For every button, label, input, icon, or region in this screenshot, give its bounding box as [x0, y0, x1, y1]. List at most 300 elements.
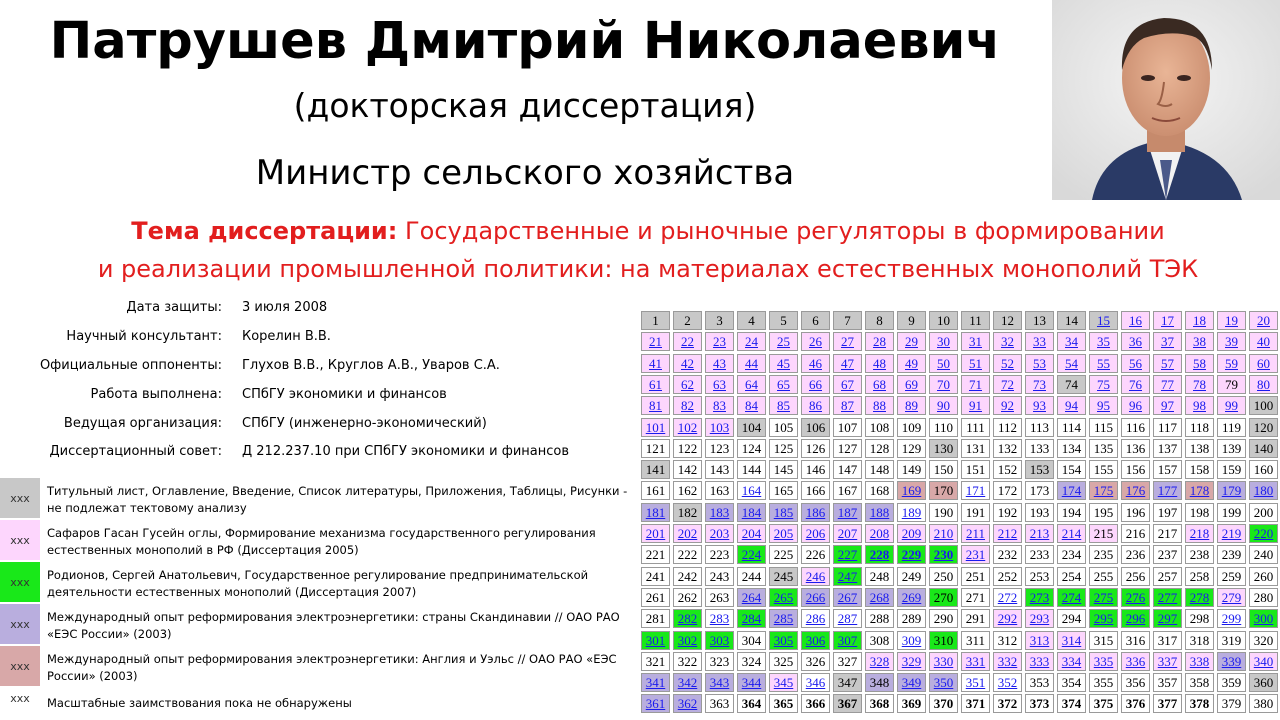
page-cell-76[interactable]	[1121, 375, 1150, 394]
page-number[interactable]: 188	[869, 504, 890, 520]
page-cell-95[interactable]	[1089, 396, 1118, 415]
page-cell-36[interactable]	[1121, 332, 1150, 351]
page-number[interactable]: 208	[869, 526, 890, 541]
page-cell-279[interactable]	[1217, 588, 1246, 607]
page-number[interactable]: 80	[1257, 376, 1270, 392]
page-number[interactable]: 37	[1161, 334, 1174, 350]
page-cell-27[interactable]	[833, 332, 862, 351]
page-cell-29[interactable]	[897, 332, 926, 351]
page-number[interactable]: 307	[837, 632, 858, 648]
page-number[interactable]: 181	[645, 504, 666, 520]
page-cell-33[interactable]	[1025, 332, 1054, 351]
page-number[interactable]: 230	[933, 547, 954, 563]
page-number[interactable]: 39	[1225, 334, 1238, 350]
page-number[interactable]: 93	[1033, 398, 1046, 414]
page-number[interactable]: 51	[969, 355, 982, 371]
page-cell-299[interactable]	[1217, 609, 1246, 628]
page-cell-309[interactable]	[897, 631, 926, 650]
page-number[interactable]: 313	[1029, 632, 1050, 648]
page-cell-179[interactable]	[1217, 481, 1246, 500]
page-number[interactable]: 339	[1221, 653, 1242, 669]
page-cell-45[interactable]	[769, 354, 798, 373]
page-cell-75[interactable]	[1089, 375, 1118, 394]
page-number[interactable]: 98	[1193, 398, 1206, 414]
page-cell-174[interactable]	[1057, 481, 1086, 500]
page-cell-339[interactable]	[1217, 652, 1246, 671]
page-number[interactable]: 346	[805, 675, 826, 691]
page-number[interactable]: 276	[1125, 589, 1146, 605]
page-cell-88[interactable]	[865, 396, 894, 415]
page-cell-70[interactable]	[929, 375, 958, 394]
page-cell-219[interactable]	[1217, 524, 1246, 543]
page-number[interactable]: 205	[773, 526, 794, 541]
page-number[interactable]: 183	[709, 504, 730, 520]
page-cell-343[interactable]	[705, 673, 734, 692]
page-number[interactable]: 63	[713, 376, 726, 392]
page-number[interactable]: 174	[1061, 483, 1082, 499]
page-number[interactable]: 211	[965, 526, 986, 541]
page-number[interactable]: 204	[741, 526, 762, 541]
page-number[interactable]: 209	[901, 526, 922, 541]
page-number[interactable]: 17	[1161, 313, 1174, 328]
page-number[interactable]: 180	[1253, 483, 1274, 499]
page-cell-56[interactable]	[1121, 354, 1150, 373]
page-number[interactable]: 85	[777, 398, 790, 414]
page-cell-336[interactable]	[1121, 652, 1150, 671]
page-number[interactable]: 351	[965, 675, 986, 691]
page-number[interactable]: 338	[1189, 653, 1210, 669]
page-cell-186[interactable]	[801, 503, 830, 522]
page-cell-20[interactable]	[1249, 311, 1278, 330]
page-cell-43[interactable]	[705, 354, 734, 373]
page-number[interactable]: 247	[837, 568, 858, 584]
page-number[interactable]: 72	[1001, 376, 1014, 392]
page-number[interactable]: 19	[1225, 313, 1238, 328]
page-cell-211[interactable]	[961, 524, 990, 543]
page-cell-264[interactable]	[737, 588, 766, 607]
page-number[interactable]: 220	[1253, 526, 1274, 541]
page-cell-78[interactable]	[1185, 375, 1214, 394]
page-number[interactable]: 99	[1225, 398, 1238, 414]
page-cell-181[interactable]	[641, 503, 670, 522]
page-cell-338[interactable]	[1185, 652, 1214, 671]
page-cell-230[interactable]	[929, 545, 958, 564]
page-cell-58[interactable]	[1185, 354, 1214, 373]
page-cell-82[interactable]	[673, 396, 702, 415]
page-number[interactable]: 22	[681, 334, 694, 350]
page-cell-265[interactable]	[769, 588, 798, 607]
page-cell-330[interactable]	[929, 652, 958, 671]
page-number[interactable]: 92	[1001, 398, 1014, 414]
page-number[interactable]: 265	[773, 589, 794, 605]
page-number[interactable]: 38	[1193, 334, 1206, 350]
page-number[interactable]: 332	[997, 653, 1018, 669]
page-cell-48[interactable]	[865, 354, 894, 373]
page-number[interactable]: 53	[1033, 355, 1046, 371]
page-number[interactable]: 266	[805, 589, 826, 605]
page-cell-61[interactable]	[641, 375, 670, 394]
page-cell-68[interactable]	[865, 375, 894, 394]
page-number[interactable]: 61	[649, 376, 662, 392]
page-number[interactable]: 296	[1125, 611, 1146, 627]
page-number[interactable]: 57	[1161, 355, 1174, 371]
page-number[interactable]: 95	[1097, 398, 1110, 414]
page-cell-57[interactable]	[1153, 354, 1182, 373]
page-number[interactable]: 73	[1033, 376, 1046, 392]
page-cell-46[interactable]	[801, 354, 830, 373]
page-cell-60[interactable]	[1249, 354, 1278, 373]
page-number[interactable]: 212	[997, 526, 1018, 541]
page-number[interactable]: 59	[1225, 355, 1238, 371]
page-cell-303[interactable]	[705, 631, 734, 650]
page-cell-329[interactable]	[897, 652, 926, 671]
page-cell-96[interactable]	[1121, 396, 1150, 415]
page-cell-276[interactable]	[1121, 588, 1150, 607]
page-cell-314[interactable]	[1057, 631, 1086, 650]
page-cell-63[interactable]	[705, 375, 734, 394]
page-number[interactable]: 273	[1029, 589, 1050, 605]
page-cell-332[interactable]	[993, 652, 1022, 671]
page-cell-350[interactable]	[929, 673, 958, 692]
page-cell-101[interactable]	[641, 418, 670, 437]
page-number[interactable]: 30	[937, 334, 950, 350]
page-number[interactable]: 341	[645, 675, 666, 691]
page-cell-286[interactable]	[801, 609, 830, 628]
page-number[interactable]: 81	[649, 398, 662, 414]
page-cell-328[interactable]	[865, 652, 894, 671]
page-cell-227[interactable]	[833, 545, 862, 564]
page-number[interactable]: 287	[837, 611, 858, 627]
page-cell-334[interactable]	[1057, 652, 1086, 671]
page-cell-278[interactable]	[1185, 588, 1214, 607]
page-number[interactable]: 229	[901, 547, 922, 563]
page-number[interactable]: 331	[965, 653, 986, 669]
page-number[interactable]: 42	[681, 355, 694, 371]
page-cell-268[interactable]	[865, 588, 894, 607]
page-cell-306[interactable]	[801, 631, 830, 650]
page-cell-203[interactable]	[705, 524, 734, 543]
page-cell-93[interactable]	[1025, 396, 1054, 415]
page-number[interactable]: 90	[937, 398, 950, 414]
page-number[interactable]: 86	[809, 398, 822, 414]
page-number[interactable]: 31	[969, 334, 982, 350]
page-number[interactable]: 361	[645, 696, 666, 712]
page-number[interactable]: 329	[901, 653, 922, 669]
page-cell-335[interactable]	[1089, 652, 1118, 671]
page-number[interactable]: 297	[1157, 611, 1178, 627]
page-cell-208[interactable]	[865, 524, 894, 543]
page-cell-31[interactable]	[961, 332, 990, 351]
page-cell-301[interactable]	[641, 631, 670, 650]
page-cell-272[interactable]	[993, 588, 1022, 607]
page-cell-189[interactable]	[897, 503, 926, 522]
page-cell-85[interactable]	[769, 396, 798, 415]
page-number[interactable]: 46	[809, 355, 822, 371]
page-number[interactable]: 189	[901, 504, 922, 520]
page-number[interactable]: 219	[1221, 526, 1242, 541]
page-cell-313[interactable]	[1025, 631, 1054, 650]
page-cell-89[interactable]	[897, 396, 926, 415]
page-number[interactable]: 20	[1257, 313, 1270, 328]
page-cell-293[interactable]	[1025, 609, 1054, 628]
page-cell-77[interactable]	[1153, 375, 1182, 394]
page-cell-282[interactable]	[673, 609, 702, 628]
page-number[interactable]: 178	[1189, 483, 1210, 499]
page-number[interactable]: 29	[905, 334, 918, 350]
page-number[interactable]: 58	[1193, 355, 1206, 371]
page-number[interactable]: 40	[1257, 334, 1270, 350]
page-number[interactable]: 302	[677, 632, 698, 648]
page-number[interactable]: 24	[745, 334, 758, 350]
page-cell-50[interactable]	[929, 354, 958, 373]
page-number[interactable]: 169	[901, 483, 922, 499]
page-cell-275[interactable]	[1089, 588, 1118, 607]
page-number[interactable]: 164	[741, 483, 762, 499]
page-number[interactable]: 272	[997, 589, 1018, 605]
page-number[interactable]: 52	[1001, 355, 1014, 371]
page-number[interactable]: 207	[837, 526, 858, 541]
page-cell-53[interactable]	[1025, 354, 1054, 373]
page-number[interactable]: 55	[1097, 355, 1110, 371]
page-cell-67[interactable]	[833, 375, 862, 394]
page-number[interactable]: 34	[1065, 334, 1078, 350]
page-cell-283[interactable]	[705, 609, 734, 628]
page-number[interactable]: 175	[1093, 483, 1114, 499]
page-number[interactable]: 45	[777, 355, 790, 371]
page-cell-64[interactable]	[737, 375, 766, 394]
page-cell-185[interactable]	[769, 503, 798, 522]
page-number[interactable]: 71	[969, 376, 982, 392]
page-cell-210[interactable]	[929, 524, 958, 543]
page-cell-231[interactable]	[961, 545, 990, 564]
page-cell-218[interactable]	[1185, 524, 1214, 543]
page-number[interactable]: 336	[1125, 653, 1146, 669]
page-number[interactable]: 50	[937, 355, 950, 371]
page-cell-41[interactable]	[641, 354, 670, 373]
page-cell-25[interactable]	[769, 332, 798, 351]
page-cell-52[interactable]	[993, 354, 1022, 373]
page-number[interactable]: 224	[741, 547, 762, 563]
page-number[interactable]: 343	[709, 675, 730, 691]
page-number[interactable]: 65	[777, 376, 790, 392]
page-cell-21[interactable]	[641, 332, 670, 351]
page-number[interactable]: 314	[1061, 632, 1082, 648]
page-cell-351[interactable]	[961, 673, 990, 692]
page-number[interactable]: 78	[1193, 376, 1206, 392]
page-cell-277[interactable]	[1153, 588, 1182, 607]
page-number[interactable]: 309	[901, 632, 922, 648]
page-number[interactable]: 179	[1221, 483, 1242, 499]
page-number[interactable]: 77	[1161, 376, 1174, 392]
page-number[interactable]: 32	[1001, 334, 1014, 350]
page-cell-16[interactable]	[1121, 311, 1150, 330]
page-number[interactable]: 102	[677, 419, 698, 435]
page-number[interactable]: 350	[933, 675, 954, 691]
page-cell-267[interactable]	[833, 588, 862, 607]
page-number[interactable]: 28	[873, 334, 886, 350]
page-number[interactable]: 187	[837, 504, 858, 520]
page-number[interactable]: 337	[1157, 653, 1178, 669]
page-number[interactable]: 334	[1061, 653, 1082, 669]
page-number[interactable]: 203	[709, 526, 730, 541]
page-cell-295[interactable]	[1089, 609, 1118, 628]
page-number[interactable]: 295	[1093, 611, 1114, 627]
page-number[interactable]: 268	[869, 589, 890, 605]
page-cell-71[interactable]	[961, 375, 990, 394]
page-number[interactable]: 284	[741, 611, 762, 627]
page-number[interactable]: 84	[745, 398, 758, 414]
page-number[interactable]: 60	[1257, 355, 1270, 371]
page-cell-103[interactable]	[705, 418, 734, 437]
page-number[interactable]: 27	[841, 334, 854, 350]
page-number[interactable]: 33	[1033, 334, 1046, 350]
page-cell-23[interactable]	[705, 332, 734, 351]
page-cell-86[interactable]	[801, 396, 830, 415]
page-number[interactable]: 96	[1129, 398, 1142, 414]
page-cell-183[interactable]	[705, 503, 734, 522]
page-number[interactable]: 213	[1029, 526, 1050, 541]
page-cell-37[interactable]	[1153, 332, 1182, 351]
page-number[interactable]: 18	[1193, 313, 1206, 328]
page-cell-102[interactable]	[673, 418, 702, 437]
page-cell-352[interactable]	[993, 673, 1022, 692]
page-cell-361[interactable]	[641, 694, 670, 713]
page-number[interactable]: 89	[905, 398, 918, 414]
page-cell-340[interactable]	[1249, 652, 1278, 671]
page-number[interactable]: 210	[933, 526, 954, 541]
page-cell-178[interactable]	[1185, 481, 1214, 500]
page-cell-175[interactable]	[1089, 481, 1118, 500]
page-number[interactable]: 299	[1221, 611, 1242, 627]
page-cell-65[interactable]	[769, 375, 798, 394]
page-cell-83[interactable]	[705, 396, 734, 415]
page-number[interactable]: 283	[709, 611, 730, 627]
page-cell-345[interactable]	[769, 673, 798, 692]
page-number[interactable]: 267	[837, 589, 858, 605]
page-number[interactable]: 15	[1097, 313, 1110, 328]
page-cell-66[interactable]	[801, 375, 830, 394]
page-cell-62[interactable]	[673, 375, 702, 394]
page-number[interactable]: 87	[841, 398, 854, 414]
page-number[interactable]: 70	[937, 376, 950, 392]
page-number[interactable]: 76	[1129, 376, 1142, 392]
page-cell-19[interactable]	[1217, 311, 1246, 330]
page-number[interactable]: 25	[777, 334, 790, 350]
page-number[interactable]: 206	[805, 526, 826, 541]
page-cell-212[interactable]	[993, 524, 1022, 543]
page-number[interactable]: 269	[901, 589, 922, 605]
page-number[interactable]: 184	[741, 504, 762, 520]
page-cell-207[interactable]	[833, 524, 862, 543]
page-cell-55[interactable]	[1089, 354, 1118, 373]
page-cell-72[interactable]	[993, 375, 1022, 394]
page-cell-44[interactable]	[737, 354, 766, 373]
page-number[interactable]: 97	[1161, 398, 1174, 414]
page-cell-28[interactable]	[865, 332, 894, 351]
page-cell-204[interactable]	[737, 524, 766, 543]
page-cell-38[interactable]	[1185, 332, 1214, 351]
page-cell-344[interactable]	[737, 673, 766, 692]
page-cell-91[interactable]	[961, 396, 990, 415]
page-number[interactable]: 274	[1061, 589, 1082, 605]
page-cell-171[interactable]	[961, 481, 990, 500]
page-cell-35[interactable]	[1089, 332, 1118, 351]
page-cell-224[interactable]	[737, 545, 766, 564]
page-cell-180[interactable]	[1249, 481, 1278, 500]
page-cell-26[interactable]	[801, 332, 830, 351]
page-number[interactable]: 228	[869, 547, 890, 563]
page-number[interactable]: 103	[709, 419, 730, 435]
page-number[interactable]: 342	[677, 675, 698, 691]
page-cell-90[interactable]	[929, 396, 958, 415]
page-cell-213[interactable]	[1025, 524, 1054, 543]
page-number[interactable]: 306	[805, 632, 826, 648]
page-cell-39[interactable]	[1217, 332, 1246, 351]
page-number[interactable]: 82	[681, 398, 694, 414]
page-cell-206[interactable]	[801, 524, 830, 543]
page-cell-341[interactable]	[641, 673, 670, 692]
page-number[interactable]: 41	[649, 355, 662, 371]
page-number[interactable]: 305	[773, 632, 794, 648]
page-cell-18[interactable]	[1185, 311, 1214, 330]
page-cell-247[interactable]	[833, 567, 862, 586]
page-number[interactable]: 352	[997, 675, 1018, 691]
page-number[interactable]: 47	[841, 355, 854, 371]
page-number[interactable]: 286	[805, 611, 826, 627]
page-cell-40[interactable]	[1249, 332, 1278, 351]
page-cell-97[interactable]	[1153, 396, 1182, 415]
page-number[interactable]: 333	[1029, 653, 1050, 669]
page-cell-307[interactable]	[833, 631, 862, 650]
page-cell-362[interactable]	[673, 694, 702, 713]
page-number[interactable]: 303	[709, 632, 730, 648]
page-cell-94[interactable]	[1057, 396, 1086, 415]
page-number[interactable]: 335	[1093, 653, 1114, 669]
page-cell-187[interactable]	[833, 503, 862, 522]
page-number[interactable]: 279	[1221, 589, 1242, 605]
page-number[interactable]: 285	[773, 611, 794, 627]
page-cell-15[interactable]	[1089, 311, 1118, 330]
page-number[interactable]: 301	[645, 632, 666, 648]
page-cell-87[interactable]	[833, 396, 862, 415]
page-cell-287[interactable]	[833, 609, 862, 628]
page-number[interactable]: 49	[905, 355, 918, 371]
page-cell-201[interactable]	[641, 524, 670, 543]
page-cell-59[interactable]	[1217, 354, 1246, 373]
page-number[interactable]: 218	[1189, 526, 1210, 541]
page-number[interactable]: 300	[1253, 611, 1274, 627]
page-cell-209[interactable]	[897, 524, 926, 543]
page-number[interactable]: 21	[649, 334, 662, 350]
page-number[interactable]: 362	[677, 696, 698, 712]
page-number[interactable]: 201	[645, 526, 666, 541]
page-cell-285[interactable]	[769, 609, 798, 628]
page-number[interactable]: 277	[1157, 589, 1178, 605]
page-number[interactable]: 69	[905, 376, 918, 392]
page-number[interactable]: 275	[1093, 589, 1114, 605]
page-cell-296[interactable]	[1121, 609, 1150, 628]
page-number[interactable]: 56	[1129, 355, 1142, 371]
page-cell-214[interactable]	[1057, 524, 1086, 543]
page-cell-342[interactable]	[673, 673, 702, 692]
page-cell-80[interactable]	[1249, 375, 1278, 394]
page-number[interactable]: 44	[745, 355, 758, 371]
page-number[interactable]: 64	[745, 376, 758, 392]
page-cell-73[interactable]	[1025, 375, 1054, 394]
page-number[interactable]: 214	[1061, 526, 1082, 541]
page-cell-49[interactable]	[897, 354, 926, 373]
page-number[interactable]: 91	[969, 398, 982, 414]
